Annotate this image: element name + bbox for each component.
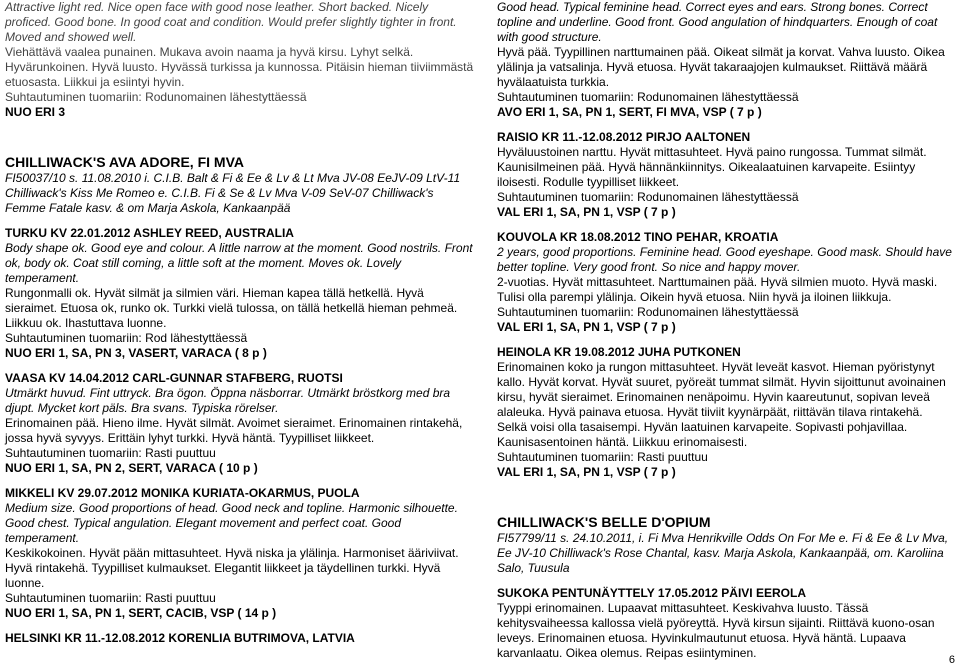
critique-finnish: Viehättävä vaalea punainen. Mukava avoin naama ja hyvä kirsu. Lyhyt selkä. Hyvärunkoinen. Hyvä luusto. Hyvässä turkissa ja kunnossa. Pitäisin hieman tiiviimmästä etuosasta. Liikkui ja esiintyi hyvin. [5, 45, 474, 89]
show-entry [497, 130, 955, 220]
result-line: VAL ERI 1, SA, PN 1, VSP ( 7 p ) [497, 465, 676, 479]
temperament-note: Suhtautuminen tuomariin: Rasti puuttuu [497, 450, 708, 464]
critique-english: 2 years, good proportions. Feminine head. Good eyeshape. Good mask. Should have better topline. Very good front. So nice and happy mover. [497, 245, 952, 274]
show-header: RAISIO KR 11.-12.08.2012 PIRJO AALTONEN [497, 130, 751, 144]
show-entry [5, 371, 475, 476]
critique-finnish: Erinomainen pää. Hieno ilme. Hyvät silmät. Avoimet sieraimet. Erinomainen rintakehä, jossa hyvä syvyys. Erittäin lyhyt turkki. Hyvä häntä. Tyypilliset liikkeet. [5, 416, 463, 445]
show-header: VAASA KV 14.04.2012 CARL-GUNNAR STAFBERG, RUOTSI [5, 371, 343, 385]
show-entry [5, 486, 475, 621]
critique-finnish: Hyvä pää. Tyypillinen narttumainen pää. Oikeat silmät ja korvat. Vahva luusto. Oikea ylälinja ja vatsalinja. Hyvä etuosa. Hyvät takaraajojen kulmaukset. Riittävä määrä hyvälaatuista turkkia. [497, 45, 945, 89]
result-line: AVO ERI 1, SA, PN 1, SERT, FI MVA, VSP ( 7 p ) [497, 105, 762, 119]
right-column [497, 0, 955, 661]
show-entry [5, 631, 475, 646]
left-column [5, 0, 475, 646]
dog-pedigree: FI50037/10 s. 11.08.2010 i. C.I.B. Balt & Fi & Ee & Lv & Lt Mva JV-08 EeJV-09 LtV-11 Chilliwack's Kiss Me Romeo e. C.I.B. Fi & Se & Lv Mva V-09 SeV-07 Chilliwack's Femme Fatale kasv. & om Marja Askola, Kankaanpää [5, 171, 461, 215]
temperament-note: Suhtautuminen tuomariin: Rasti puuttuu [5, 591, 216, 605]
critique-english: Good head. Typical feminine head. Correct eyes and ears. Strong bones. Correct topline and underline. Good front. Good angulation of hindquarters. Enough of coat with good structure. [497, 0, 938, 44]
critique-english: Body shape ok. Good eye and colour. A little narrow at the moment. Good nostrils. Front ok, body ok. Coat still coming, a little soft at the moment. Moves ok. Lovely temperament. [5, 241, 473, 285]
show-header: HELSINKI KR 11.-12.08.2012 KORENLIA BUTRIMOVA, LATVIA [5, 631, 355, 645]
critique-finnish: Hyväluustoinen narttu. Hyvät mittasuhteet. Hyvä paino rungossa. Tummat silmät. Kaunisilmeinen pää. Hyvä hännänkiinnitys. Oikealaatuinen karvapeite. Esiintyy iloisesti. Rodulle tyypilliset liikkeet. [497, 145, 927, 189]
critique-finnish: Keskikokoinen. Hyvät pään mittasuhteet. Hyvä niska ja ylälinja. Harmoniset ääriviivat. Hyvä rintakehä. Tyypilliset kulmaukset. Elegantit liikkeet ja täydellinen turkki. Hyvä luonne. [5, 546, 459, 590]
show-entry [497, 230, 955, 335]
critique-swedish: Utmärkt huvud. Fint uttryck. Bra ögon. Öppna näsborrar. Utmärkt bröstkorg med bra djupt. Mycket kort päls. Bra svans. Typiska rörelser. [5, 386, 451, 415]
dog-entry [497, 514, 955, 576]
result-line: NUO ERI 3 [5, 105, 66, 119]
temperament-note: Suhtautuminen tuomariin: Rasti puuttuu [5, 446, 216, 460]
temperament-note: Suhtautuminen tuomariin: Rod lähestyttäessä [5, 331, 248, 345]
show-entry [497, 586, 955, 661]
critique-finnish: Erinomainen koko ja rungon mittasuhteet. Hyvät leveät kasvot. Hieman pyöristynyt kallo. Hyvät korvat. Hyvät suuret, pyöreät tummat silmät. Hyvin sijoittunut avoinainen kirsu, hyvät sieraimet. Erinomainen nenäpoimu. Hyvin kaareutunut, sopivan leveä alaleuka. Hyvä painava etuosa. Hyvät tiiviit kyynärpäät, riittävän tilava rintakehä. Selkä voisi olla tasaisempi. Hyvän laatuinen karvapeite. Sopivasti pohjavillaa. Kaunisasentoinen häntä. Liikkuu erinomaisesti. [497, 360, 946, 449]
critique-finnish: Rungonmalli ok. Hyvät silmät ja silmien väri. Hieman kapea tällä hetkellä. Hyvä sieraimet. Etuosa ok, runko ok. Turkki vielä tulossa, on tällä hetkellä hieman pehmeä. Liikkuu ok. Ihastuttava luonne. [5, 286, 458, 330]
show-entry [497, 345, 955, 480]
dog-name: CHILLIWACK'S AVA ADORE, FI MVA [5, 154, 244, 170]
show-header: SUKOKA PENTUNÄYTTELY 17.05.2012 PÄIVI EEROLA [497, 586, 806, 600]
result-line: VAL ERI 1, SA, PN 1, VSP ( 7 p ) [497, 320, 676, 334]
show-header: TURKU KV 22.01.2012 ASHLEY REED, AUSTRALIA [5, 226, 294, 240]
critique-finnish: 2-vuotias. Hyvät mittasuhteet. Narttumainen pää. Hyvä silmien muoto. Hyvä maski. Tulisi olla parempi ylälinja. Oikein hyvä etuosa. Niin hyvä ja iloinen liikkuja. [497, 275, 938, 304]
temperament-note: Suhtautuminen tuomariin: Rodunomainen lähestyttäessä [497, 305, 799, 319]
page-number: 6 [948, 654, 955, 666]
show-entry [5, 226, 475, 361]
result-line: VAL ERI 1, SA, PN 1, VSP ( 7 p ) [497, 205, 676, 219]
result-line: NUO ERI 1, SA, PN 2, SERT, VARACA ( 10 p ) [5, 461, 258, 475]
temperament-note: Suhtautuminen tuomariin: Rodunomainen lähestyttäessä [5, 90, 307, 104]
result-line: NUO ERI 1, SA, PN 3, VASERT, VARACA ( 8 p ) [5, 346, 267, 360]
show-header: KOUVOLA KR 18.08.2012 TINO PEHAR, KROATIA [497, 230, 779, 244]
dog-entry [5, 154, 475, 216]
critique-finnish: Tyyppi erinomainen. Lupaavat mittasuhteet. Keskivahva luusto. Tässä kehitysvaiheessa kallossa vielä pyöreyttä. Hyvä kirsun sijainti. Riittävä kuono-osan leveys. Erinomainen etuosa. Hyvinkulmautunut etuosa. Hyvä häntä. Lupaava karvanlaatu. Oikea olemus. Reipas esiintyminen. [497, 601, 935, 660]
continued-critique [497, 0, 955, 120]
result-line: NUO ERI 1, SA, PN 1, SERT, CACIB, VSP ( 14 p ) [5, 606, 277, 620]
show-header: HEINOLA KR 19.08.2012 JUHA PUTKONEN [497, 345, 741, 359]
temperament-note: Suhtautuminen tuomariin: Rodunomainen lähestyttäessä [497, 90, 799, 104]
dog-pedigree: FI57799/11 s. 24.10.2011, i. Fi Mva Henrikville Odds On For Me e. Fi & Ee & Lv Mva, Ee JV-10 Chilliwack's Rose Chantal, kasv. Marja Askola, Kankaanpää, om. Karoliina Salo, Tuusula [497, 531, 949, 575]
intro-block [5, 0, 475, 120]
show-header: MIKKELI KV 29.07.2012 MONIKA KURIATA-OKARMUS, PUOLA [5, 486, 360, 500]
critique-english: Medium size. Good proportions of head. Good neck and topline. Harmonic silhouette. Good chest. Typical angulation. Elegant movement and perfect coat. Good temperament. [5, 501, 458, 545]
critique-english: Attractive light red. Nice open face with good nose leather. Short backed. Nicely proficed. Good bone. In good coat and condition. Would prefer slightly tighter in front. Moved and showed well. [5, 0, 457, 44]
dog-name: CHILLIWACK'S BELLE D'OPIUM [497, 514, 711, 530]
temperament-note: Suhtautuminen tuomariin: Rodunomainen lähestyttäessä [497, 190, 799, 204]
